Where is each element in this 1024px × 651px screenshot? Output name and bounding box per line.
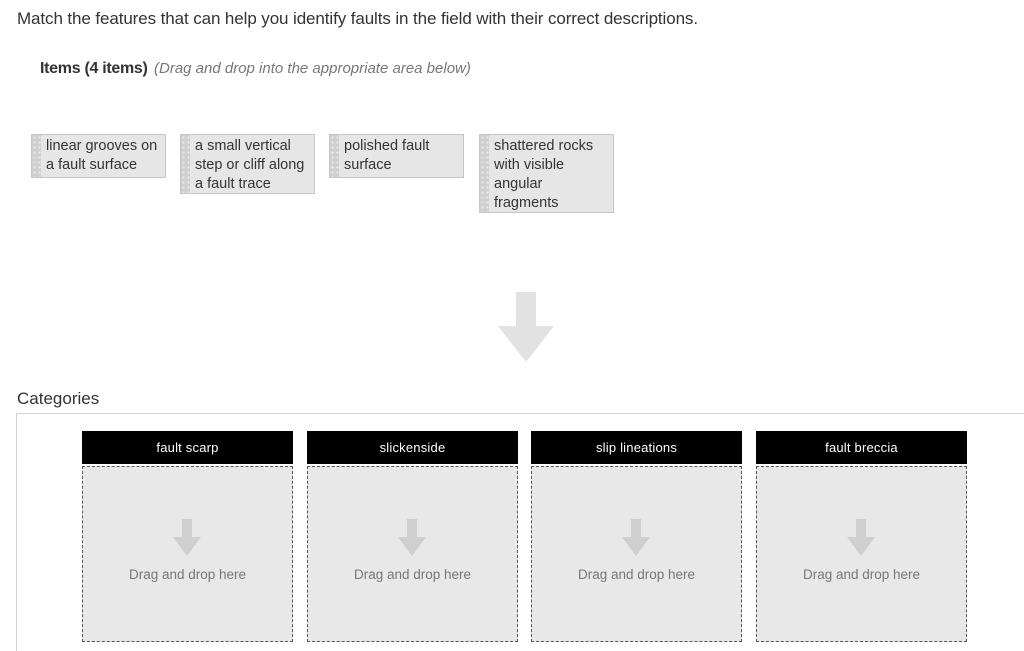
- question-text: Match the features that can help you identify faults in the field with their correct descriptions.: [17, 9, 698, 28]
- dropzone-text: Drag and drop here: [577, 567, 696, 582]
- dropzone[interactable]: [756, 466, 967, 642]
- draggable-item[interactable]: [329, 134, 464, 178]
- draggable-item[interactable]: [31, 134, 166, 178]
- drag-handle-icon[interactable]: [480, 135, 489, 212]
- dropzone-text: Drag and drop here: [128, 567, 247, 582]
- dropzone[interactable]: [82, 466, 293, 642]
- dropzone[interactable]: [531, 466, 742, 642]
- category-header: slip lineations: [531, 431, 742, 464]
- category-fault-scarp: [82, 431, 293, 642]
- item-label: shattered rocks with visible angular fragments: [494, 138, 594, 211]
- drag-handle-icon[interactable]: [32, 135, 41, 177]
- arrow-down-icon: [621, 519, 651, 557]
- categories-heading: Categories: [17, 389, 100, 408]
- category-slickenside: [307, 431, 518, 642]
- items-hint: (Drag and drop into the appropriate area below): [154, 60, 471, 77]
- category-slip-lineations: [531, 431, 742, 642]
- arrow-down-icon: [496, 292, 556, 364]
- item-label: a small vertical step or cliff along a fault trace: [195, 138, 305, 192]
- items-title: Items (4 items): [40, 60, 148, 77]
- drag-handle-icon[interactable]: [330, 135, 339, 177]
- dropzone[interactable]: [307, 466, 518, 642]
- draggable-item[interactable]: [180, 134, 315, 194]
- dropzone-text: Drag and drop here: [802, 567, 921, 582]
- drag-handle-icon[interactable]: [181, 135, 190, 193]
- draggable-item[interactable]: [479, 134, 614, 213]
- category-header: fault breccia: [756, 431, 967, 464]
- item-label: linear grooves on a fault surface: [46, 138, 158, 173]
- arrow-down-icon: [397, 519, 427, 557]
- item-label: polished fault surface: [344, 138, 430, 173]
- category-fault-breccia: [756, 431, 967, 642]
- category-header: fault scarp: [82, 431, 293, 464]
- arrow-down-icon: [846, 519, 876, 557]
- items-header: [40, 60, 471, 78]
- category-header: slickenside: [307, 431, 518, 464]
- arrow-down-icon: [172, 519, 202, 557]
- dropzone-text: Drag and drop here: [353, 567, 472, 582]
